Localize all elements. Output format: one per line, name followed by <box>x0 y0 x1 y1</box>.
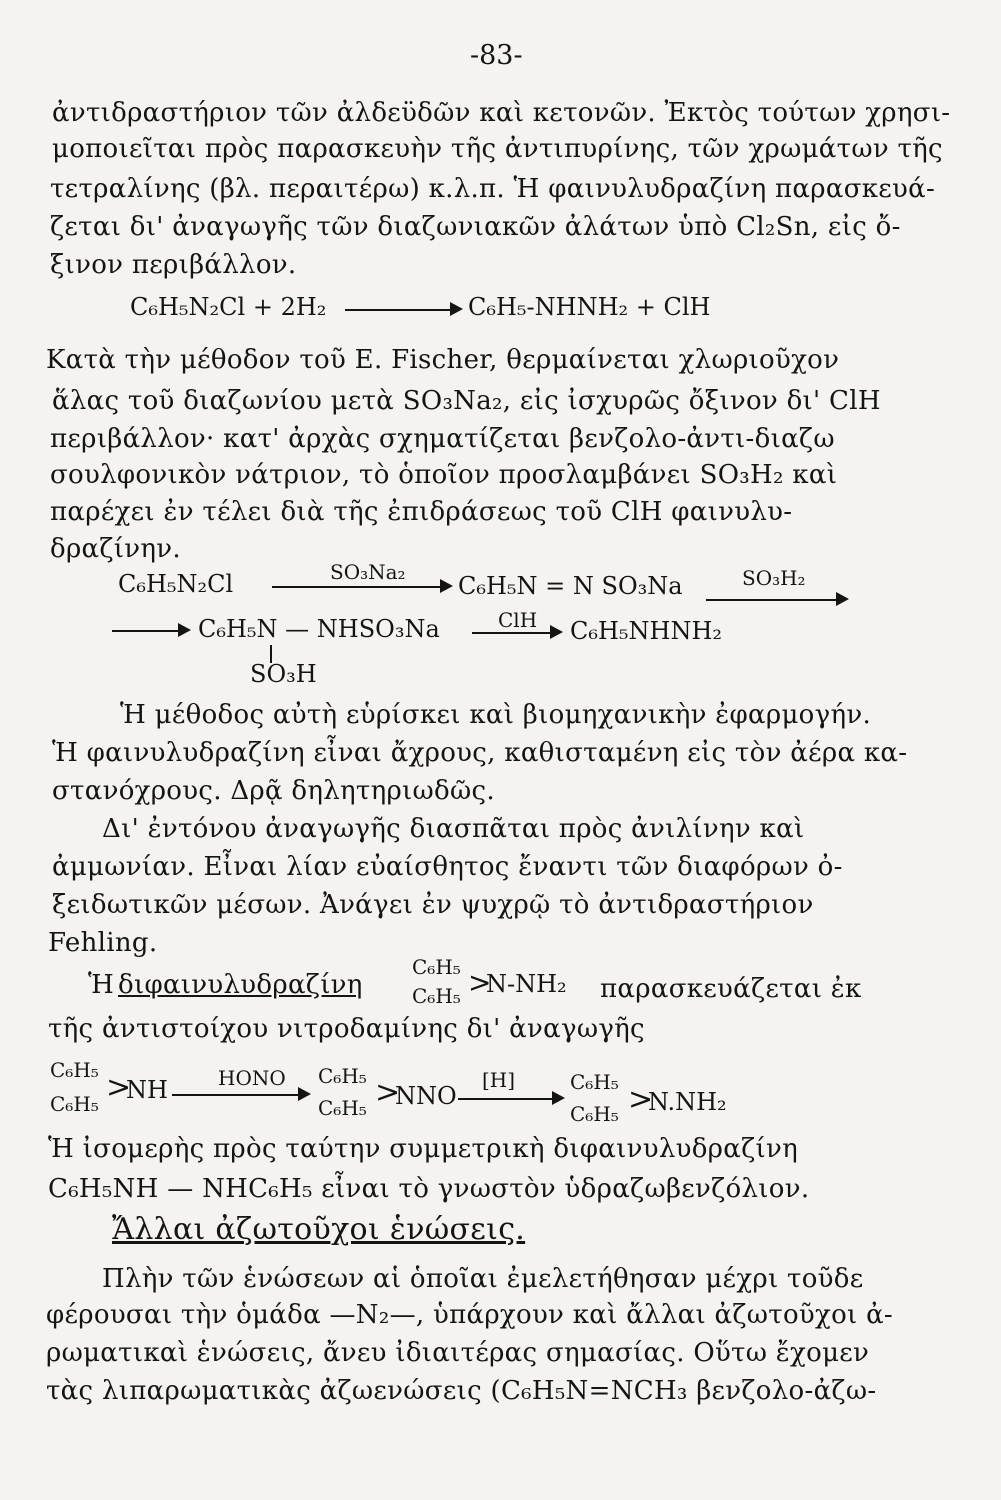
text-line: C₆H₅NH — NHC₆H₅ εἶναι τὸ γνωστὸν ὑδραζωβενζόλιον. <box>48 1174 810 1204</box>
eq2-arrow-4-line <box>472 632 552 634</box>
text-line: τῆς ἀντιστοίχου νιτροδαμίνης δι' ἀναγωγῆς <box>48 1014 645 1044</box>
eq3-arrow-2-head <box>552 1091 565 1105</box>
eq3-product-group: N.NH₂ <box>648 1088 727 1116</box>
diphenyl-c6h5-top: C₆H₅ <box>412 955 461 979</box>
eq3-reactant-bracket: > <box>106 1070 132 1105</box>
eq3-arrow-1-line <box>172 1094 300 1096</box>
section-heading: Ἄλλαι ἀζωτοῦχοι ἑνώσεις. <box>112 1212 526 1247</box>
text-line: στανόχρους. Δρᾷ δηλητηριωδῶς. <box>52 776 495 806</box>
text-line: Ἡ μέθοδος αὐτὴ εὑρίσκει καὶ βιομηχανικὴν ἐφαρμογήν. <box>120 700 872 730</box>
diphenyl-group: N-NH₂ <box>486 970 567 998</box>
eq3-reactant-top: C₆H₅ <box>50 1058 99 1082</box>
text-line: παρασκευάζεται ἐκ <box>600 974 862 1004</box>
eq3-reactant-group: NH <box>126 1076 168 1104</box>
eq2-arrow-3-head <box>178 623 191 637</box>
eq1-left: C₆H₅N₂Cl + 2H₂ <box>130 293 327 321</box>
eq3-arrow-1-head <box>298 1087 311 1101</box>
text-line: ξινον περιβάλλον. <box>50 250 297 280</box>
eq2-reagent-1: SO₃Na₂ <box>330 560 406 584</box>
eq3-product-top: C₆H₅ <box>570 1070 619 1094</box>
eq3-reagent-1: HONO <box>218 1066 286 1090</box>
eq1-arrow-line <box>345 309 453 311</box>
page-number: -83- <box>470 40 523 71</box>
text-line: ξειδωτικῶν μέσων. Ἀνάγει ἐν ψυχρῷ τὸ ἀντιδραστήριον <box>52 890 814 920</box>
eq3-reactant-bottom: C₆H₅ <box>50 1092 99 1116</box>
text-line: περιβάλλον· κατ' ἀρχὰς σχηματίζεται βενζολο-ἀντι-διαζω <box>50 424 835 454</box>
eq3-intermediate-bottom: C₆H₅ <box>318 1096 367 1120</box>
text-line: ἀντιδραστήριον τῶν ἀλδεϋδῶν καὶ κετονῶν. Ἐκτὸς τούτων χρησι- <box>52 98 951 128</box>
text-line: ἅλας τοῦ διαζωνίου μετὰ SO₃Na₂, εἰς ἰσχυρῶς ὄξινον δι' ClH <box>52 386 881 416</box>
eq2-reactant: C₆H₅N₂Cl <box>118 570 234 598</box>
eq1-arrow-head <box>450 302 463 316</box>
eq2-reagent-2: SO₃H₂ <box>742 566 806 590</box>
text-line: φέρουσαι τὴν ὁμάδα —N₂—, ὑπάρχουν καὶ ἄλλαι ἀζωτοῦχοι ἀ- <box>46 1300 894 1330</box>
diphenyl-c6h5-bottom: C₆H₅ <box>412 984 461 1008</box>
eq3-intermediate-bracket: > <box>375 1075 401 1110</box>
diphenyl-bracket: > <box>468 966 492 999</box>
eq2-arrow-1-head <box>440 579 453 593</box>
text-line: Ἡ φαινυλυδραζίνη εἶναι ἄχρους, καθισταμένη εἰς τὸν ἀέρα κα- <box>52 738 908 768</box>
text-line: Πλὴν τῶν ἑνώσεων αἱ ὁποῖαι ἐμελετήθησαν μέχρι τοῦδε <box>102 1264 864 1294</box>
text-line: Ἡ ἰσομερὴς πρὸς ταύτην συμμετρικὴ διφαινυλυδραζίνη <box>48 1134 798 1164</box>
text-line: τὰς λιπαρωματικὰς ἀζωενώσεις (C₆H₅N=NCH₃ βενζολο-ἀζω- <box>46 1376 877 1406</box>
text-line: μοποιεῖται πρὸς παρασκευὴν τῆς ἀντιπυρίνης, τῶν χρωμάτων τῆς <box>52 134 943 164</box>
eq1-right: C₆H₅-NHNH₂ + ClH <box>468 293 711 321</box>
text-line: ζεται δι' ἀναγωγῆς τῶν διαζωνιακῶν ἀλάτων ὑπὸ Cl₂Sn, εἰς ὄ- <box>50 212 901 242</box>
text-line: Κατὰ τὴν μέθοδον τοῦ E. Fischer, θερμαίνεται χλωριοῦχον <box>46 345 840 375</box>
eq2-arrow-2-head <box>836 592 849 606</box>
eq2-arrow-1-line <box>272 586 442 588</box>
underlined-term: διφαινυλυδραζίνη <box>118 970 363 1000</box>
eq2-arrow-3-line <box>112 630 180 632</box>
text-line: σουλφονικὸν νάτριον, τὸ ὁποῖον προσλαμβάνει SO₃H₂ καὶ <box>50 460 838 490</box>
eq3-product-bottom: C₆H₅ <box>570 1102 619 1126</box>
eq2-reagent-3: ClH <box>498 608 538 632</box>
text-line: Δι' ἐντόνου ἀναγωγῆς διασπᾶται πρὸς ἀνιλίνην καὶ <box>102 814 805 844</box>
eq2-intermediate-2: C₆H₅N — NHSO₃Na <box>198 615 440 643</box>
text-line: ρωματικαὶ ἑνώσεις, ἄνευ ἰδιαιτέρας σημασίας. Οὕτω ἔχομεν <box>46 1338 870 1368</box>
text-line: δραζίνην. <box>50 534 181 564</box>
eq3-reagent-2: [H] <box>482 1068 516 1092</box>
eq3-product-bracket: > <box>628 1082 654 1117</box>
eq3-intermediate-top: C₆H₅ <box>318 1064 367 1088</box>
text-line: ἀμμωνίαν. Εἶναι λίαν εὐαίσθητος ἔναντι τῶν διαφόρων ὀ- <box>52 852 843 882</box>
eq2-product: C₆H₅NHNH₂ <box>570 617 723 645</box>
eq2-intermediate-1: C₆H₅N = N SO₃Na <box>458 572 683 600</box>
eq3-intermediate-group: NNO <box>395 1082 457 1110</box>
eq2-intermediate-2-substituent: SO₃H <box>250 660 317 688</box>
text-line: Fehling. <box>48 928 158 958</box>
text-line: Ἡ <box>88 970 115 1000</box>
text-line: τετραλίνης (βλ. περαιτέρω) κ.λ.π. Ἡ φαινυλυδραζίνη παρασκευά- <box>50 174 936 204</box>
eq2-arrow-4-head <box>550 625 563 639</box>
eq3-arrow-2-line <box>458 1098 554 1100</box>
text-line: παρέχει ἐν τέλει διὰ τῆς ἐπιδράσεως τοῦ ClH φαινυλυ- <box>50 497 793 527</box>
eq2-arrow-2-line <box>706 599 838 601</box>
